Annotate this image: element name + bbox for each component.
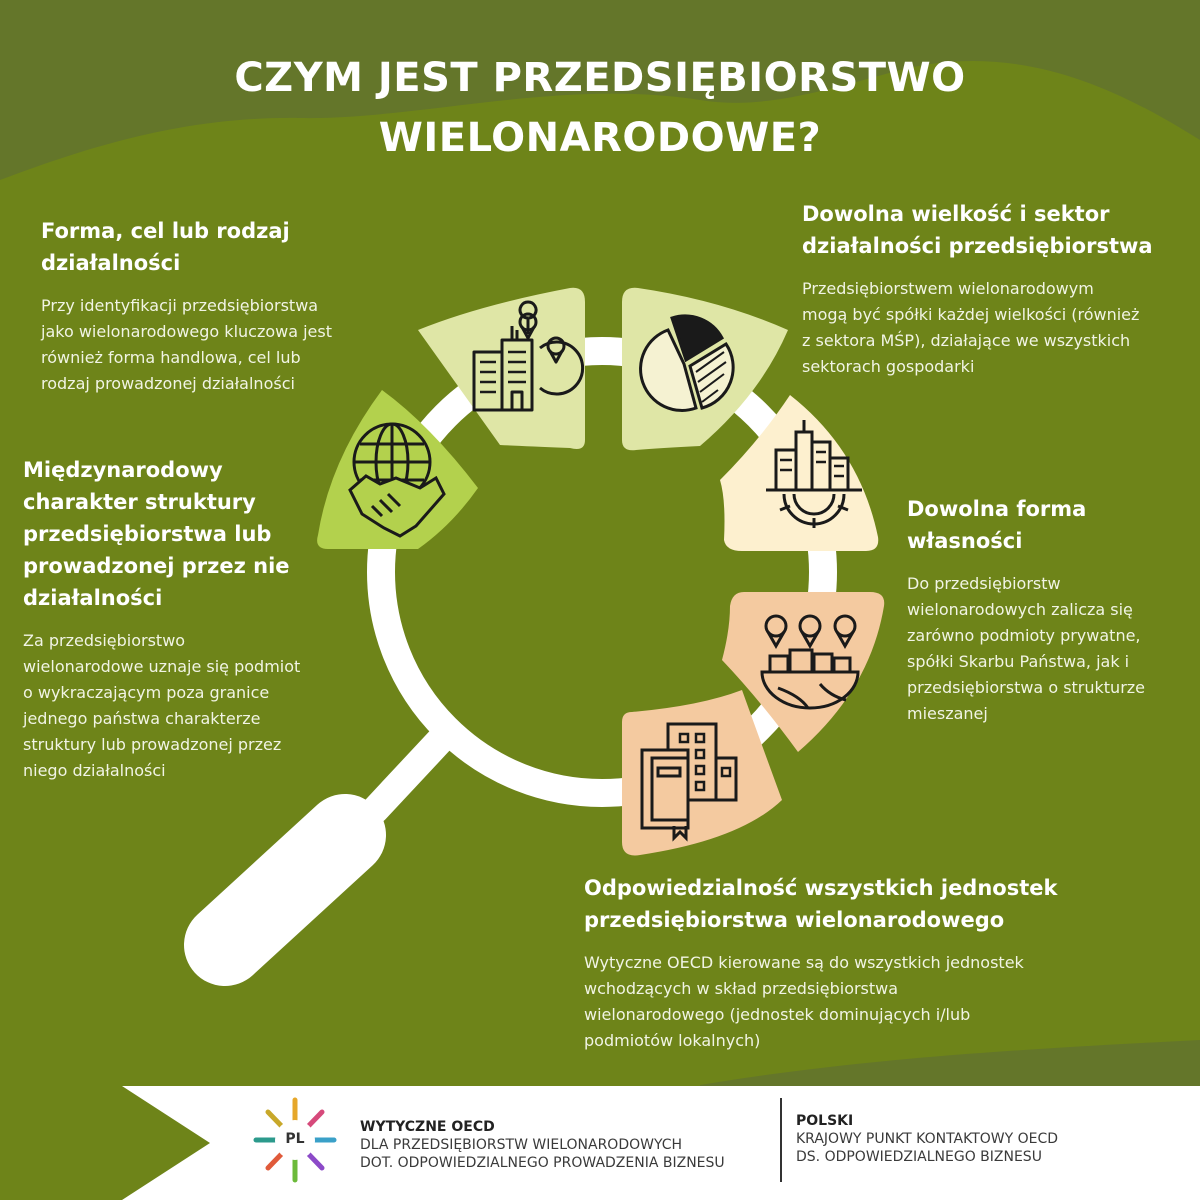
footer-right-title: POLSKI — [796, 1113, 854, 1129]
heading-line: działalności — [23, 586, 163, 610]
footer-right-line: KRAJOWY PUNKT KONTAKTOWY OECD — [796, 1131, 1059, 1147]
body-line: Do przedsiębiorstw — [907, 574, 1061, 593]
footer-right-line: DS. ODPOWIEDZIALNEGO BIZNESU — [796, 1149, 1042, 1165]
section-heading — [584, 872, 1057, 936]
body-line: mieszanej — [907, 704, 988, 723]
section-miedzynarodowy — [23, 454, 300, 784]
heading-line: Międzynarodowy — [23, 458, 223, 482]
section-forma-wlasnosci — [907, 493, 1145, 727]
heading-line: przedsiębiorstwa wielonarodowego — [584, 908, 1005, 932]
heading-line: charakter struktury — [23, 490, 256, 514]
section-body — [802, 276, 1153, 380]
body-line: sektorach gospodarki — [802, 357, 975, 376]
section-forma-cel — [41, 215, 332, 397]
body-line: Przedsiębiorstwem wielonarodowym — [802, 279, 1094, 298]
body-line: z sektora MŚP), działające we wszystkich — [802, 331, 1131, 350]
body-line: zarówno podmioty prywatne, — [907, 626, 1141, 645]
body-line: spółki Skarbu Państwa, jak i — [907, 652, 1130, 671]
section-odpowiedzialnosc — [584, 872, 1057, 1054]
body-line: Wytyczne OECD kierowane są do wszystkich jednostek — [584, 953, 1024, 972]
body-line: jednego państwa charakterze — [23, 709, 261, 728]
heading-line: działalności — [41, 251, 181, 275]
logo-text: PL — [285, 1131, 305, 1147]
magnifier-ring — [381, 351, 823, 793]
section-heading — [41, 215, 332, 279]
heading-line: Dowolna forma — [907, 497, 1087, 521]
body-line: mogą być spółki każdej wielkości (również — [802, 305, 1140, 324]
body-line: jako wielonarodowego kluczowa jest — [41, 322, 333, 341]
heading-line: Odpowiedzialność wszystkich jednostek — [584, 876, 1058, 900]
footer-left-title: WYTYCZNE OECD — [360, 1119, 495, 1135]
section-body — [41, 293, 332, 397]
body-line: wchodzących w skład przedsiębiorstwa — [584, 979, 899, 998]
section-body — [23, 628, 300, 784]
heading-line: Dowolna wielkość i sektor — [802, 202, 1110, 226]
page-title — [0, 48, 1200, 168]
heading-line: Forma, cel lub rodzaj — [41, 219, 290, 243]
body-line: wielonarodowe uznaje się podmiot — [23, 657, 301, 676]
footer-left-line: DLA PRZEDSIĘBIORSTW WIELONARODOWYCH — [360, 1137, 683, 1153]
footer-right — [796, 1112, 1058, 1166]
footer-left — [360, 1118, 725, 1172]
section-heading — [23, 454, 300, 614]
section-heading — [907, 493, 1145, 557]
section-wielkosc-sektor — [802, 198, 1153, 380]
heading-line: prowadzonej przez nie — [23, 554, 290, 578]
heading-line: przedsiębiorstwa lub — [23, 522, 272, 546]
section-heading — [802, 198, 1153, 262]
footer-divider — [780, 1098, 782, 1182]
body-line: również forma handlowa, cel lub — [41, 348, 301, 367]
body-line: Za przedsiębiorstwo — [23, 631, 186, 650]
page-title-line-1: CZYM JEST PRZEDSIĘBIORSTWO — [234, 55, 966, 101]
body-line: przedsiębiorstwa o strukturze — [907, 678, 1146, 697]
body-line: wielonarodowego (jednostek dominujących i/lub — [584, 1005, 971, 1024]
body-line: niego działalności — [23, 761, 166, 780]
heading-line: działalności przedsiębiorstwa — [802, 234, 1153, 258]
page-title-line-2: WIELONARODOWE? — [378, 115, 822, 161]
body-line: o wykraczającym poza granice — [23, 683, 270, 702]
heading-line: własności — [907, 529, 1023, 553]
body-line: rodzaj prowadzonej działalności — [41, 374, 295, 393]
body-line: Przy identyfikacji przedsiębiorstwa — [41, 296, 319, 315]
body-line: struktury lub prowadzonej przez — [23, 735, 282, 754]
body-line: wielonarodowych zalicza się — [907, 600, 1133, 619]
section-body — [907, 571, 1145, 727]
section-body — [584, 950, 1057, 1054]
body-line: podmiotów lokalnych) — [584, 1031, 761, 1050]
footer-left-line: DOT. ODPOWIEDZIALNEGO PROWADZENIA BIZNESU — [360, 1155, 725, 1171]
